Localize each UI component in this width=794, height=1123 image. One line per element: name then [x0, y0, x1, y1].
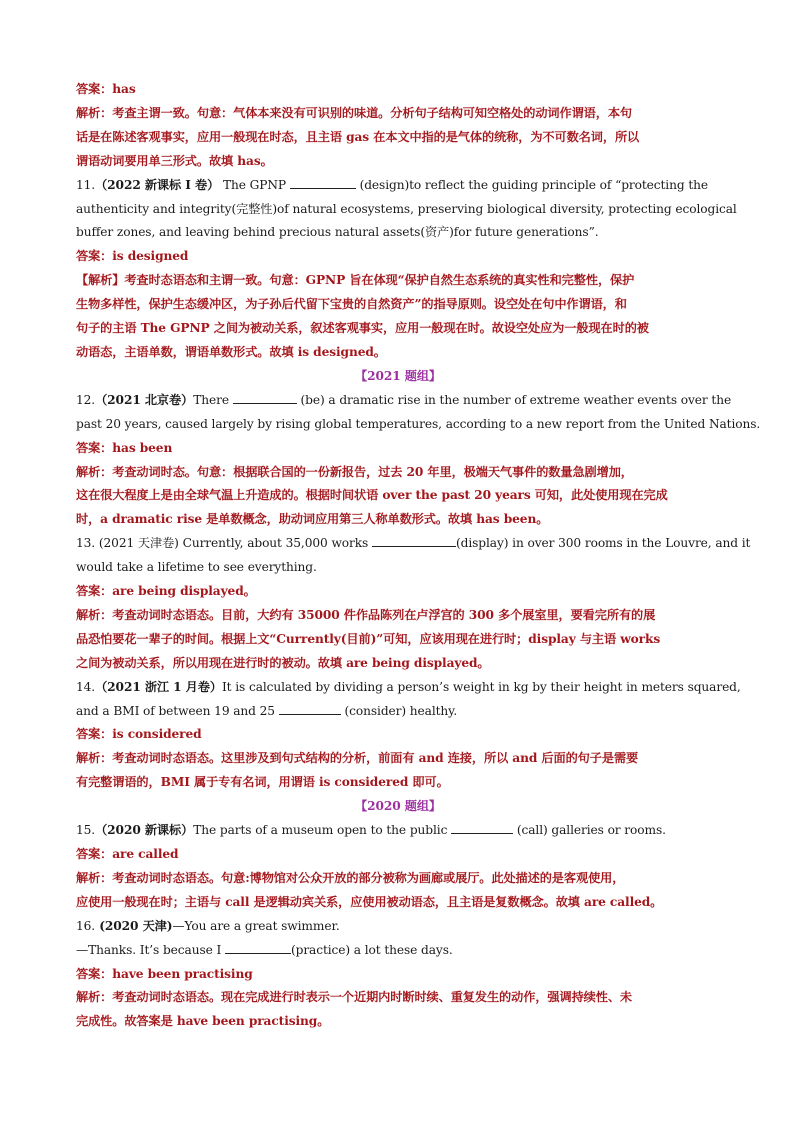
question-source: （2021 浙江 1 月卷） — [95, 679, 222, 694]
answer-blank — [279, 702, 341, 715]
answer-blank — [233, 391, 297, 404]
question-text: —Thanks. It’s because I — [76, 942, 225, 957]
explanation-line: 品恐怕要花一辈子的时间。根据上文“Currently(目前)”可知，应该用现在进行时；display 与主语 works — [76, 631, 661, 646]
explanation-line: 话是在陈述客观事实，应用一般现在时态，且主语 gas 在本文中指的是气体的统称，为不可数名词，所以 — [76, 129, 640, 144]
explanation-line: 动语态，主语单数，谓语单数形式。故填 is designed。 — [76, 344, 386, 359]
document-page — [76, 78, 761, 1034]
question-text: (design)to reflect the guiding principle of “protecting the — [355, 177, 708, 192]
question-text: (practice) a lot these days. — [290, 942, 453, 957]
explanation-line: 完成性。故答案是 have been practising。 — [76, 1014, 330, 1029]
explanation-line: 谓语动词要用单三形式。故填 has。 — [76, 153, 273, 168]
question-number: 15. — [76, 823, 96, 838]
question-number: 14. — [76, 679, 96, 694]
explanation-line: 解析：考查动词时态语态。句意:博物馆对公众开放的部分被称为画廊或展厅。此处描述的是客观使用， — [76, 870, 625, 885]
explanation-line: 有完整谓语的，BMI 属于专有名词，用谓语 is considered 即可。 — [76, 775, 449, 790]
question-text: It is calculated by dividing a person’s weight in kg by their height in meters squared, — [221, 679, 741, 694]
answer-line: 答案：are being displayed。 — [76, 584, 256, 599]
question-number: 11. — [76, 177, 96, 192]
question-text: (consider) healthy. — [340, 703, 458, 718]
explanation-line: 时，a dramatic rise 是单数概念，助动词应用第三人称单数形式。故填 has been。 — [76, 512, 549, 527]
answer-line: 答案：has — [76, 82, 136, 96]
question-text: —You are a great swimmer. — [172, 918, 340, 933]
question-text: would take a lifetime to see everything. — [76, 560, 317, 575]
question-text: (call) galleries or rooms. — [513, 823, 666, 838]
explanation-line: 解析：考查动词时态语态。现在完成进行时表示一个近期内时断时续、重复发生的动作，强调持续性、未 — [76, 990, 633, 1005]
group-heading-2020: 【2020 题组】 — [354, 799, 441, 814]
question-text: (be) a dramatic rise in the number of extreme weather events over the — [296, 392, 732, 407]
answer-line: 答案：has been — [76, 440, 173, 455]
question-text-line — [76, 939, 720, 963]
question-14 — [76, 676, 741, 700]
question-16 — [76, 915, 720, 939]
question-12 — [76, 389, 732, 413]
question-text: The parts of a museum open to the public — [193, 823, 452, 838]
question-number: 12. — [76, 392, 96, 407]
answer-line: 答案：are called — [76, 847, 179, 861]
answer-line: 答案：is designed — [76, 249, 189, 264]
question-text: (2021 天津卷) Currently, about 35,000 works — [95, 536, 372, 551]
answer-blank — [372, 534, 456, 547]
question-text: and a BMI of between 19 and 25 — [76, 703, 279, 718]
question-11 — [76, 174, 720, 198]
question-15 — [76, 819, 720, 843]
answer-blank — [290, 176, 356, 189]
explanation-line: 【解析】考查时态语态和主谓一致。句意：GPNP 旨在体现“保护自然生态系统的真实性和完整性，保护 — [76, 273, 635, 288]
question-text: past 20 years, caused largely by rising global temperatures, according to a new report from the United Nations. — [76, 416, 761, 431]
group-heading-2021: 【2021 题组】 — [354, 368, 441, 383]
answer-blank — [225, 941, 291, 954]
explanation-line: 这在很大程度上是由全球气温上升造成的。根据时间状语 over the past 20 years 可知，此处使用现在完成 — [76, 488, 668, 503]
question-text: There — [193, 392, 233, 407]
answer-line: 答案：is considered — [76, 727, 202, 742]
question-text: The GPNP — [219, 177, 290, 192]
question-text: authenticity and integrity(完整性)of natural ecosystems, preserving biological diversity, protecting ecological — [76, 201, 737, 216]
question-text-line — [76, 700, 720, 724]
question-text: buffer zones, and leaving behind precious natural assets(资产)for future generations”. — [76, 225, 599, 240]
explanation-line: 解析：考查主谓一致。句意：气体本来没有可识别的味道。分析句子结构可知空格处的动词作谓语，本句 — [76, 105, 633, 120]
answer-blank — [451, 821, 513, 834]
question-source: （2022 新课标 I 卷） — [95, 177, 220, 192]
explanation-line: 解析：考查动词时态。句意：根据联合国的一份新报告，过去 20 年里，极端天气事件的数量急剧增加， — [76, 464, 633, 479]
explanation-line: 之间为被动关系，所以用现在进行时的被动。故填 are being displayed。 — [76, 655, 490, 670]
question-source: （2021 北京卷） — [95, 392, 194, 407]
explanation-line: 句子的主语 The GPNP 之间为被动关系，叙述客观事实，应用一般现在时。故设空处应为一般现在时的被 — [76, 321, 649, 336]
question-source: (2020 天津) — [95, 918, 173, 933]
question-number: 13. — [76, 536, 96, 551]
question-source: （2020 新课标） — [95, 823, 194, 838]
explanation-line: 生物多样性，保护生态缓冲区，为子孙后代留下宝贵的自然资产”的指导原则。设空处在句中作谓语，和 — [76, 297, 627, 312]
question-number: 16. — [76, 918, 96, 933]
explanation-line: 解析：考查动词时态语态。目前，大约有 35000 件作品陈列在卢浮宫的 300 多个展室里，要看完所有的展 — [76, 607, 656, 622]
question-13 — [76, 532, 751, 556]
explanation-line: 应使用一般现在时；主语与 call 是逻辑动宾关系，应使用被动语态，且主语是复数概念。故填 are called。 — [76, 894, 663, 909]
answer-line: 答案：have been practising — [76, 966, 253, 981]
explanation-line: 解析：考查动词时态语态。这里涉及到句式结构的分析，前面有 and 连接，所以 and 后面的句子是需要 — [76, 751, 639, 766]
question-text: (display) in over 300 rooms in the Louvre, and it — [455, 536, 751, 551]
